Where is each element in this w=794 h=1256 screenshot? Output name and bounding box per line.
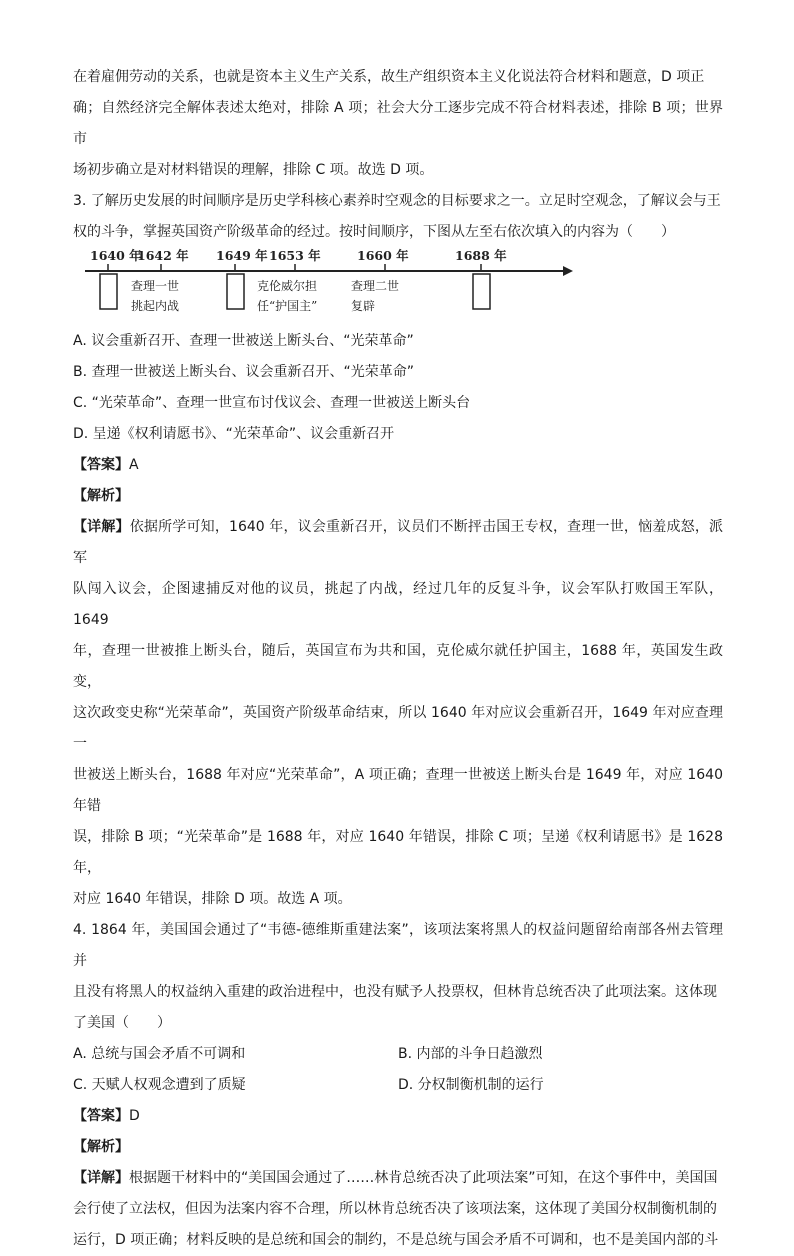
q3-detail-line-5: 世被送上断头台，1688 年对应“光荣革命”，A 项正确；查理一世被送上断头台是 1649 年，对应 1640 年错: [73, 767, 723, 814]
q4-options-row-1: [73, 1039, 723, 1070]
event-1653-line-2: 任“护国主”: [257, 299, 318, 313]
q4-stem-line-1: 4. 1864 年，美国国会通过了“韦德-德维斯重建法案”，该项法案将黑人的权益问题留给南部各州去管理并: [73, 922, 723, 969]
prev-analysis-line-2: 确；自然经济完全解体表述太绝对，排除 A 项；社会大分工逐步完成不符合材料表述，排除 B 项；世界市: [73, 100, 723, 147]
q4-stem-line-3: 了美国（ ）: [73, 1015, 171, 1031]
event-1642-line-2: 挑起内战: [131, 299, 180, 313]
q4-detail-line-3: 运行，D 项正确；材料反映的是总统和国会的制约，不是总统与国会矛盾不可调和，也不是美国内部的斗: [73, 1232, 719, 1248]
answer-label: 【答案】: [73, 1108, 129, 1124]
q3-detail-line-4: 这次政变史称“光荣革命”，英国资产阶级革命结束，所以 1640 年对应议会重新召开，1649 年对应查理一: [73, 705, 723, 752]
q4-option-c: C. 天赋人权观念遭到了质疑: [73, 1077, 246, 1093]
q3-option-c: C. “光荣革命”、查理一世宣布讨伐议会、查理一世被送上断头台: [73, 395, 471, 411]
q3-answer: [73, 450, 723, 481]
q3-detail-line-7: 对应 1640 年错误，排除 D 项。故选 A 项。: [73, 891, 352, 907]
q3-timeline-figure: [73, 250, 593, 320]
q4-detail-line-1: 【详解】根据题干材料中的“美国国会通过了……林肯总统否决了此项法案”可知，在这个事件中，美国国: [73, 1170, 718, 1186]
answer-value: D: [129, 1108, 140, 1124]
q3-option-b: B. 查理一世被送上断头台、议会重新召开、“光荣革命”: [73, 364, 415, 380]
timeline-arrow-icon: [563, 266, 573, 276]
answer-value: A: [129, 457, 139, 473]
blank-box-1640: [100, 274, 117, 309]
q3-detail-line-6: 误，排除 B 项；“光荣革命”是 1688 年，对应 1640 年错误，排除 C 项；呈递《权利请愿书》是 1628 年，: [73, 829, 723, 876]
q4-answer: [73, 1101, 723, 1132]
q4-option-b: B. 内部的斗争日趋激烈: [398, 1046, 543, 1062]
q3-analysis-label: 【解析】: [73, 488, 129, 504]
year-1653: 1653 年: [269, 248, 321, 263]
detail-label: 【详解】: [73, 519, 130, 535]
answer-label: 【答案】: [73, 457, 129, 473]
q3-detail-line-3: 年，查理一世被推上断头台，随后，英国宣布为共和国，克伦威尔就任护国主，1688 年，英国发生政变，: [73, 643, 723, 690]
prev-analysis-line-3: 场初步确立是对材料错误的理解，排除 C 项。故选 D 项。: [73, 162, 434, 178]
q3-detail-line-2: 队闯入议会，企图逮捕反对他的议员，挑起了内战，经过几年的反复斗争，议会军队打败国王军队，1649: [73, 581, 723, 628]
q4-option-a: A. 总统与国会矛盾不可调和: [73, 1046, 246, 1062]
q3-option-d: D. 呈递《权利请愿书》、“光荣革命”、议会重新召开: [73, 426, 395, 442]
detail-label: 【详解】: [73, 1170, 129, 1186]
year-1640: 1640 年: [90, 248, 142, 263]
q4-detail-line-2: 会行使了立法权，但因为法案内容不合理，所以林肯总统否决了该项法案，这体现了美国分权制衡机制的: [73, 1201, 717, 1217]
event-1653-line-1: 克伦威尔担: [257, 279, 318, 293]
year-1649: 1649 年: [216, 248, 268, 263]
q4-stem-line-2: 且没有将黑人的权益纳入重建的政治进程中，也没有赋予人投票权，但林肯总统否决了此项法案。这体现: [73, 984, 717, 1000]
q3-detail-line-1: 【详解】依据所学可知，1640 年，议会重新召开，议员们不断抨击国王专权，查理一世，恼羞成怒，派军: [73, 519, 724, 566]
q3-stem-line-1: 3. 了解历史发展的时间顺序是历史学科核心素养时空观念的目标要求之一。立足时空观念，了解议会与王: [73, 193, 721, 209]
event-1642-line-1: 查理一世: [131, 279, 180, 293]
year-1688: 1688 年: [455, 248, 507, 263]
event-1660-line-2: 复辟: [351, 299, 376, 313]
year-1660: 1660 年: [357, 248, 409, 263]
blank-box-1649: [227, 274, 244, 309]
q3-stem-line-2: 权的斗争，掌握英国资产阶级革命的经过。按时间顺序，下图从左至右依次填入的内容为（ ）: [73, 224, 675, 240]
prev-analysis-line-1: 在着雇佣劳动的关系，也就是资本主义生产关系，故生产组织资本主义化说法符合材料和题意，D 项正: [73, 69, 705, 85]
year-1642: 1642 年: [137, 248, 189, 263]
q4-options-row-2: [73, 1070, 723, 1101]
event-1660-line-1: 查理二世: [351, 279, 400, 293]
q3-option-a: A. 议会重新召开、查理一世被送上断头台、“光荣革命”: [73, 333, 414, 349]
q4-option-d: D. 分权制衡机制的运行: [398, 1077, 544, 1093]
q4-analysis-label: 【解析】: [73, 1139, 129, 1155]
document-page: [73, 62, 723, 1256]
blank-box-1688: [473, 274, 490, 309]
